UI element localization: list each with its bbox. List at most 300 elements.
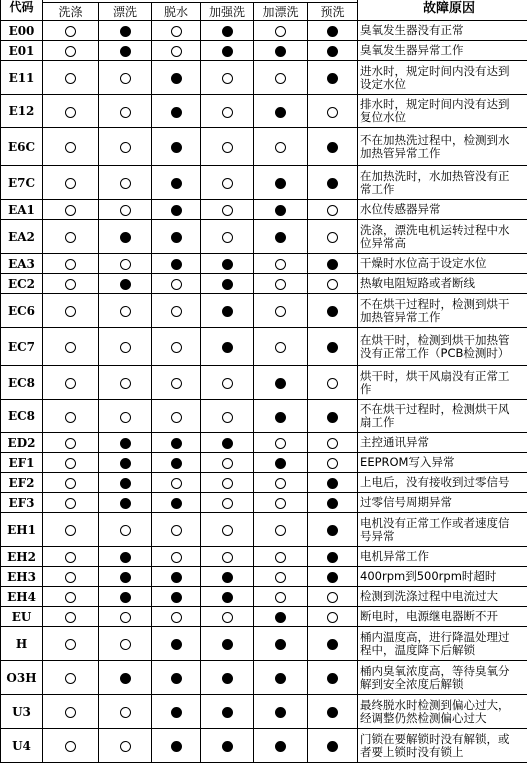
led-on-icon [222,279,233,290]
led-cell [43,661,99,695]
led-on-icon [222,639,233,650]
led-off-icon [222,612,233,623]
led-cell [152,166,201,200]
led-on-icon [327,639,338,650]
led-cell [308,473,358,493]
led-cell [254,567,308,587]
led-on-icon [327,259,338,270]
fault-cause: 主控通讯异常 [358,433,527,453]
fault-cause: 电机没有正常工作或者速度信 号异常 [358,513,527,547]
led-on-icon [275,107,286,118]
led-cell [152,328,201,366]
led-column-header: 预洗 [308,3,358,21]
led-cell [201,547,254,567]
led-cell [152,294,201,328]
table-row [1,41,527,61]
led-on-icon [327,342,338,353]
led-cell [201,493,254,513]
led-on-icon [171,707,182,718]
table-row [1,433,527,453]
led-off-icon [327,232,338,243]
led-cell [43,433,99,453]
led-cell [99,400,152,433]
led-off-icon [275,306,286,317]
led-off-icon [275,142,286,153]
fault-code: E00 [1,21,43,41]
table-row [1,627,527,661]
led-on-icon [171,259,182,270]
led-on-icon [275,412,286,423]
table-row [1,200,527,220]
led-on-icon [222,259,233,270]
led-cell [308,274,358,294]
led-cell [308,513,358,547]
led-cell [99,61,152,95]
led-off-icon [275,259,286,270]
led-on-icon [222,438,233,449]
led-on-icon [275,639,286,650]
led-cell [152,433,201,453]
fault-code: EU [1,607,43,627]
fault-cause: 水位传感器异常 [358,200,527,220]
led-cell [254,729,308,763]
table-row [1,95,527,128]
led-on-icon [327,46,338,57]
led-off-icon [222,142,233,153]
led-off-icon [120,639,131,650]
led-cell [43,453,99,473]
table-row [1,128,527,166]
led-cell [308,627,358,661]
led-cell [254,547,308,567]
led-off-icon [65,306,76,317]
led-cell [43,493,99,513]
led-cell [99,607,152,627]
led-cell [308,453,358,473]
led-cell [254,433,308,453]
table-row [1,493,527,513]
led-cell [308,695,358,729]
led-cell [201,328,254,366]
led-cell [254,661,308,695]
led-off-icon [222,378,233,389]
fault-cause: 臭氧发生器异常工作 [358,41,527,61]
led-on-icon [120,279,131,290]
led-cell [152,220,201,254]
led-on-icon [171,107,182,118]
led-off-icon [120,741,131,752]
led-cell [152,729,201,763]
led-on-icon [171,592,182,603]
led-cell [254,453,308,473]
led-cell [152,695,201,729]
led-off-icon [65,592,76,603]
led-cell [308,21,358,41]
led-off-icon [327,205,338,216]
led-cell [43,607,99,627]
led-cell [254,400,308,433]
led-cell [254,493,308,513]
fault-cause: 断电时，电源继电器断不开 [358,607,527,627]
fault-cause: 烘干时，烘干风扇没有正常工 作 [358,366,527,400]
led-off-icon [65,107,76,118]
led-cell [99,587,152,607]
led-off-icon [65,707,76,718]
led-off-icon [222,458,233,469]
led-off-icon [65,259,76,270]
led-on-icon [327,478,338,489]
table-row [1,220,527,254]
led-cell [99,274,152,294]
led-cell [99,567,152,587]
led-cell [99,627,152,661]
led-cell [152,661,201,695]
led-cell [152,366,201,400]
led-on-icon [327,73,338,84]
led-column-header: 脱水 [152,3,201,21]
led-cell [99,128,152,166]
led-off-icon [65,142,76,153]
led-on-icon [327,178,338,189]
led-on-icon [275,707,286,718]
led-cell [201,61,254,95]
fault-code: EA3 [1,254,43,274]
fault-code: EC7 [1,328,43,366]
led-off-icon [65,205,76,216]
table-row [1,607,527,627]
led-cell [308,661,358,695]
table-row [1,328,527,366]
led-cell [152,274,201,294]
led-off-icon [222,525,233,536]
fault-cause: 进水时，规定时间内没有达到 设定水位 [358,61,527,95]
led-cell [201,513,254,547]
led-column-header: 漂洗 [99,3,152,21]
led-on-icon [171,639,182,650]
led-cell [254,627,308,661]
led-off-icon [120,205,131,216]
led-cell [99,95,152,128]
led-cell [201,695,254,729]
led-cell [254,41,308,61]
fault-code: EF2 [1,473,43,493]
led-cell [152,493,201,513]
fault-code: EC6 [1,294,43,328]
led-cell [43,547,99,567]
table-row [1,294,527,328]
fault-cause: 臭氧发生器没有正常 [358,21,527,41]
led-on-icon [222,741,233,752]
led-off-icon [327,612,338,623]
led-on-icon [275,232,286,243]
led-cell [43,61,99,95]
led-off-icon [65,46,76,57]
code-header: 代码 [1,0,43,21]
led-off-icon [65,552,76,563]
led-off-icon [120,306,131,317]
led-on-icon [171,673,182,684]
led-off-icon [327,107,338,118]
led-cell [152,473,201,493]
led-off-icon [275,438,286,449]
led-cell [308,366,358,400]
led-off-icon [171,46,182,57]
led-off-icon [171,552,182,563]
led-off-icon [327,592,338,603]
led-on-icon [120,458,131,469]
led-cell [308,95,358,128]
led-on-icon [222,306,233,317]
led-off-icon [275,592,286,603]
led-on-icon [327,412,338,423]
fault-cause: 不在烘干过程时，检测到烘干 加热管异常工作 [358,294,527,328]
led-on-icon [171,232,182,243]
led-cell [308,493,358,513]
led-cell [254,695,308,729]
led-on-icon [120,572,131,583]
fault-cause: 排水时，规定时间内没有达到 复位水位 [358,95,527,128]
led-on-icon [327,741,338,752]
led-on-icon [222,342,233,353]
led-off-icon [171,306,182,317]
led-on-icon [275,378,286,389]
table-header [1,0,527,21]
led-cell [99,41,152,61]
led-cell [99,294,152,328]
led-cell [308,220,358,254]
led-on-icon [120,478,131,489]
led-cell [201,254,254,274]
led-off-icon [222,498,233,509]
led-off-icon [222,412,233,423]
led-on-icon [327,673,338,684]
fault-code: EH1 [1,513,43,547]
led-off-icon [222,232,233,243]
led-on-icon [120,552,131,563]
table-row [1,21,527,41]
led-cell [308,547,358,567]
led-cell [201,729,254,763]
fault-code: EC2 [1,274,43,294]
fault-code: EF1 [1,453,43,473]
led-on-icon [222,673,233,684]
table-row [1,729,527,763]
led-off-icon [275,73,286,84]
table-row [1,567,527,587]
led-on-icon [120,46,131,57]
led-cell [308,607,358,627]
led-cell [201,433,254,453]
led-cell [43,513,99,547]
fault-cause: 最终脱水时检测到偏心过大， 经调整仍然检测偏心过大 [358,695,527,729]
table-row [1,254,527,274]
led-cell [99,453,152,473]
led-cell [43,95,99,128]
fault-code: EH3 [1,567,43,587]
fault-cause: 门锁在要解锁时没有解锁，或 者要上锁时没有锁上 [358,729,527,763]
fault-code: O3H [1,661,43,695]
led-cell [308,41,358,61]
led-cell [254,200,308,220]
led-on-icon [120,673,131,684]
led-cell [308,128,358,166]
led-cell [99,493,152,513]
fault-cause: 不在烘干过程时，检测烘干风 扇工作 [358,400,527,433]
fault-cause: 热敏电阻短路或者断线 [358,274,527,294]
led-cell [308,587,358,607]
fault-cause: 桶内温度高，进行降温处理过 程中，温度降下后解锁 [358,627,527,661]
led-cell [254,294,308,328]
led-off-icon [65,438,76,449]
led-cell [308,729,358,763]
led-cell [254,128,308,166]
led-on-icon [327,572,338,583]
fault-code: E12 [1,95,43,128]
led-off-icon [65,232,76,243]
led-cell [152,128,201,166]
led-cell [43,627,99,661]
cause-header: 故障原因 [358,0,527,21]
led-cell [254,366,308,400]
led-cell [43,695,99,729]
led-off-icon [65,412,76,423]
fault-cause: 过零信号周期异常 [358,493,527,513]
led-off-icon [65,741,76,752]
led-cell [152,200,201,220]
led-off-icon [65,525,76,536]
fault-code: EA2 [1,220,43,254]
led-cell [152,400,201,433]
led-on-icon [275,205,286,216]
led-cell [99,433,152,453]
fault-cause: 电机异常工作 [358,547,527,567]
table-row [1,166,527,200]
led-on-icon [171,142,182,153]
led-off-icon [65,673,76,684]
led-off-icon [275,342,286,353]
led-off-icon [222,205,233,216]
led-cell [308,400,358,433]
led-off-icon [171,612,182,623]
led-off-icon [65,342,76,353]
led-on-icon [222,592,233,603]
led-on-icon [120,232,131,243]
fault-code: EF3 [1,493,43,513]
led-on-icon [275,46,286,57]
led-off-icon [327,279,338,290]
led-cell [152,254,201,274]
led-cell [99,220,152,254]
led-cell [201,453,254,473]
table-row [1,274,527,294]
table-row [1,695,527,729]
led-off-icon [65,498,76,509]
led-column-header: 加强洗 [201,3,254,21]
led-cell [308,254,358,274]
led-on-icon [171,178,182,189]
led-cell [254,166,308,200]
led-cell [201,661,254,695]
led-on-icon [275,612,286,623]
led-cell [254,473,308,493]
led-column-header: 洗涤 [43,3,99,21]
led-cell [201,128,254,166]
fault-code: EC8 [1,400,43,433]
led-cell [99,473,152,493]
led-on-icon [120,498,131,509]
led-off-icon [222,73,233,84]
led-cell [99,695,152,729]
led-cell [308,166,358,200]
led-on-icon [171,73,182,84]
led-cell [254,254,308,274]
led-on-icon [327,707,338,718]
led-off-icon [65,458,76,469]
led-on-icon [327,142,338,153]
led-off-icon [275,525,286,536]
fault-code: E01 [1,41,43,61]
led-off-icon [65,26,76,37]
led-off-icon [65,478,76,489]
led-on-icon [275,741,286,752]
led-cell [43,274,99,294]
led-off-icon [171,279,182,290]
led-on-icon [171,458,182,469]
led-cell [152,95,201,128]
fault-cause: 干燥时水位高于设定水位 [358,254,527,274]
led-cell [43,400,99,433]
led-on-icon [222,707,233,718]
led-on-icon [275,673,286,684]
led-off-icon [120,378,131,389]
fault-cause: 桶内臭氧浓度高，等待臭氧分 解到安全浓度后解锁 [358,661,527,695]
led-cell [152,61,201,95]
led-cell [152,21,201,41]
led-cell [201,567,254,587]
led-on-icon [327,525,338,536]
led-on-icon [171,572,182,583]
led-cell [308,567,358,587]
led-off-icon [120,259,131,270]
led-cell [43,567,99,587]
led-cell [254,61,308,95]
led-off-icon [120,412,131,423]
led-cell [201,220,254,254]
table-row [1,400,527,433]
led-on-icon [120,592,131,603]
table-row [1,366,527,400]
led-on-icon [171,498,182,509]
led-on-icon [171,438,182,449]
led-off-icon [222,107,233,118]
led-cell [99,661,152,695]
led-off-icon [327,378,338,389]
led-on-icon [171,205,182,216]
fault-cause: 在烘干时，检测到烘干加热管 没有正常工作（PCB检测时） [358,328,527,366]
led-off-icon [327,438,338,449]
led-on-icon [327,26,338,37]
led-off-icon [65,572,76,583]
led-off-icon [120,612,131,623]
fault-code: EC8 [1,366,43,400]
led-cell [43,41,99,61]
fault-code: E11 [1,61,43,95]
led-cell [99,200,152,220]
led-cell [308,328,358,366]
led-cell [201,274,254,294]
led-off-icon [120,342,131,353]
led-on-icon [222,26,233,37]
